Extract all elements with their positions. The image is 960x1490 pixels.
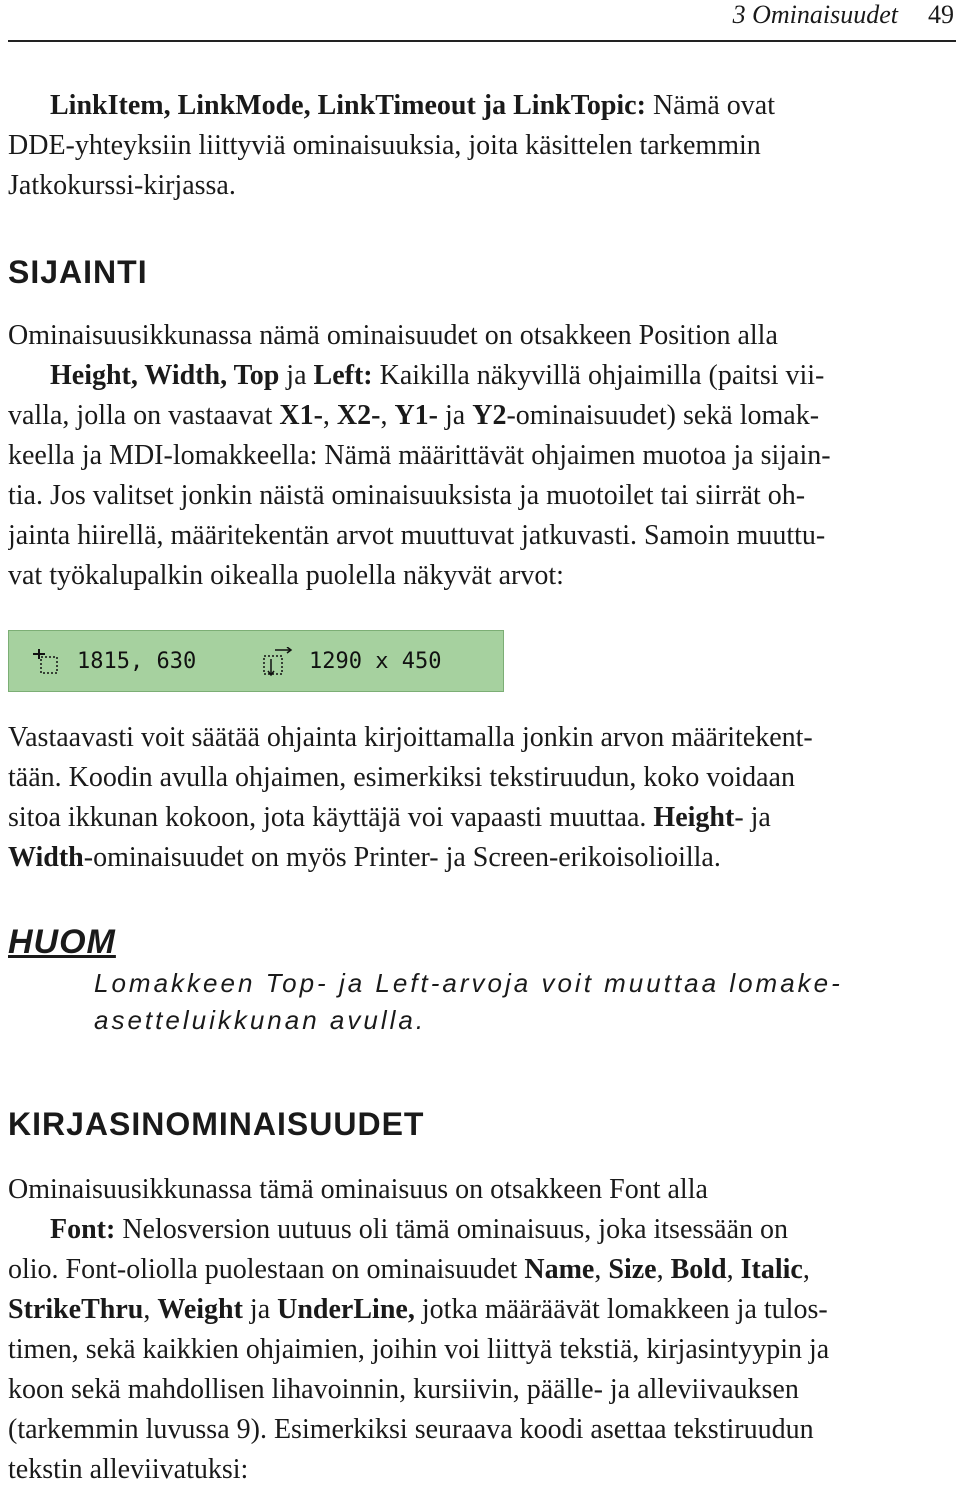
term: Left: — [313, 360, 373, 391]
term: Weight — [157, 1294, 243, 1325]
text: olio. Font-oliolla puolestaan on ominaisuudet — [8, 1254, 525, 1285]
term: X1- — [279, 400, 323, 431]
sijainti-line: Ominaisuusikkunassa nämä ominaisuudet on otsakkeen Position alla — [8, 320, 778, 351]
adjust-paragraph — [8, 718, 954, 878]
chapter-title: 3 Ominaisuudet — [732, 0, 898, 29]
size-value: 1290 x 450 — [309, 649, 442, 674]
term: Y2 — [472, 400, 507, 431]
text: , — [322, 400, 337, 431]
text: , — [594, 1254, 609, 1285]
note-line: asetteluikkunan avulla. — [94, 1005, 427, 1035]
term: Size — [608, 1254, 657, 1285]
term: StrikeThru — [8, 1294, 144, 1325]
sijainti-line — [8, 396, 954, 436]
adjust-line: Vastaavasti voit säätää ohjainta kirjoittamalla jonkin arvon määritekent- — [8, 722, 813, 753]
text: , — [143, 1294, 158, 1325]
fonts-paragraph — [8, 1170, 954, 1490]
text: -ominaisuudet) sekä lomak- — [506, 400, 820, 431]
note-body — [94, 965, 954, 1039]
page-number: 49 — [928, 0, 954, 29]
text: -ominaisuudet on myös Printer- ja Screen-erikoisolioilla. — [83, 842, 721, 873]
position-size-toolbar — [8, 630, 504, 692]
term: Height, Width, Top — [50, 360, 280, 391]
text: - ja — [734, 802, 771, 833]
text: sitoa ikkunan kokoon, jota käyttäjä voi vapaasti muuttaa. — [8, 802, 654, 833]
fonts-line — [8, 1290, 954, 1330]
sijainti-line: jainta hiirellä, määritekentän arvot muuttuvat jatkuvasti. Samoin muuttu- — [8, 520, 826, 551]
link-properties-term: LinkItem, LinkMode, LinkTimeout ja LinkTopic: — [50, 90, 646, 121]
position-icon — [31, 647, 59, 675]
fonts-line: timen, sekä kaikkien ohjaimien, joihin voi liittyä tekstiä, kirjasintyypin ja — [8, 1334, 830, 1365]
section-heading-fonts: KIRJASINOMINAISUUDET — [8, 1106, 425, 1142]
term: UnderLine, — [277, 1294, 415, 1325]
text: , — [656, 1254, 671, 1285]
term: Name — [524, 1254, 595, 1285]
term: Bold — [670, 1254, 727, 1285]
size-icon — [261, 647, 289, 675]
note-title: HUOM — [8, 923, 116, 961]
text: ja — [279, 360, 314, 391]
text: valla, jolla on vastaavat — [8, 400, 280, 431]
section-heading-sijainti: SIJAINTI — [8, 254, 148, 290]
term: Width — [8, 842, 84, 873]
text: Kaikilla näkyvillä ohjaimilla (paitsi vii- — [372, 360, 825, 391]
position-value: 1815, 630 — [77, 649, 197, 674]
sijainti-line: keella ja MDI-lomakkeella: Nämä määrittävät ohjaimen muotoa ja sijain- — [8, 440, 831, 471]
term: Font: — [50, 1214, 116, 1245]
sijainti-line: tia. Jos valitset jonkin näistä ominaisuuksista ja muotoilet tai siirrät oh- — [8, 480, 806, 511]
fonts-line: tekstin alleviivatuksi: — [8, 1454, 249, 1485]
fonts-line — [8, 1250, 954, 1290]
text: ja — [438, 400, 473, 431]
note-line: Lomakkeen Top- ja Left-arvoja voit muuttaa lomake- — [94, 968, 843, 998]
fonts-line: Ominaisuusikkunassa tämä ominaisuus on otsakkeen Font alla — [8, 1174, 708, 1205]
intro-paragraph — [8, 86, 954, 206]
sijainti-line — [8, 356, 954, 396]
sijainti-paragraph — [8, 316, 954, 596]
text: , — [726, 1254, 741, 1285]
term: Y1- — [394, 400, 438, 431]
text: jotka määräävät lomakkeen ja tulos- — [414, 1294, 828, 1325]
adjust-line — [8, 838, 954, 878]
adjust-line: tään. Koodin avulla ohjaimen, esimerkiksi tekstiruudun, koko voidaan — [8, 762, 795, 793]
fonts-line: (tarkemmin luvussa 9). Esimerkiksi seuraava koodi asettaa tekstiruudun — [8, 1414, 814, 1445]
intro-line: DDE-yhteyksiin liittyviä ominaisuuksia, joita käsittelen tarkemmin — [8, 130, 761, 161]
intro-line — [8, 86, 954, 126]
intro-line: Jatkokurssi-kirjassa. — [8, 170, 236, 201]
running-head — [8, 0, 956, 42]
term: Italic — [740, 1254, 803, 1285]
term: X2- — [336, 400, 381, 431]
text: ja — [242, 1294, 278, 1325]
fonts-line — [8, 1210, 954, 1250]
sijainti-line: vat työkalupalkin oikealla puolella näkyvät arvot: — [8, 560, 564, 591]
adjust-line — [8, 798, 954, 838]
text: , — [380, 400, 395, 431]
intro-text: Nämä ovat — [645, 90, 775, 121]
term: Height — [653, 802, 735, 833]
text: Nelosversion uutuus oli tämä ominaisuus, joka itsessään on — [115, 1214, 789, 1245]
fonts-line: koon sekä mahdollisen lihavoinnin, kursiivin, päälle- ja alleviivauksen — [8, 1374, 799, 1405]
text: , — [802, 1254, 810, 1285]
